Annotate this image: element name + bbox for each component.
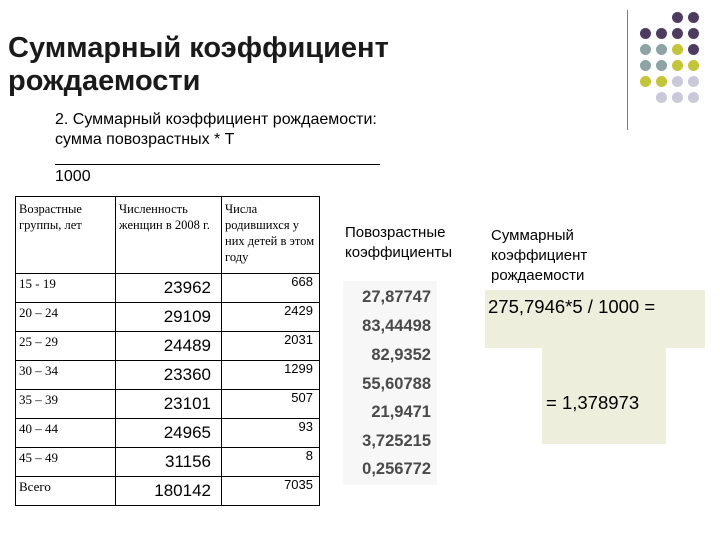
decor-dot — [672, 28, 683, 39]
fertility-table — [15, 196, 320, 506]
coefficient-value: 55,60788 — [362, 375, 431, 393]
decor-dot — [672, 92, 683, 103]
cell-births: 2429 — [222, 303, 320, 332]
coefficient-value: 3,725215 — [362, 432, 431, 450]
cell-age: 30 – 34 — [16, 361, 116, 390]
decor-dot — [672, 76, 683, 87]
formula-line-1: 2. Суммарный коэффициент рождаемости: — [55, 111, 377, 128]
cell-births: 8 — [222, 448, 320, 477]
coefficient-value: 21,9471 — [371, 403, 431, 421]
cell-women: 24489 — [116, 332, 222, 361]
cell-age: Всего — [16, 477, 116, 506]
cell-age: 25 – 29 — [16, 332, 116, 361]
header-births: Числа родившихся у них детей в этом году — [222, 197, 320, 274]
table-header-row — [16, 197, 320, 274]
decor-dot — [672, 60, 683, 71]
cell-births: 2031 — [222, 332, 320, 361]
cell-births: 93 — [222, 419, 320, 448]
decor-dot — [656, 28, 667, 39]
cell-births: 7035 — [222, 477, 320, 506]
coefficient-value: 27,87747 — [362, 288, 431, 306]
decor-dot — [688, 44, 699, 55]
decor-dot — [640, 28, 651, 39]
result-text: = 1,378973 — [546, 392, 640, 413]
table-row-total — [16, 477, 320, 506]
slide-title: Суммарный коэффициент рождаемости — [8, 32, 389, 97]
cell-births: 507 — [222, 390, 320, 419]
decor-dot — [672, 44, 683, 55]
cell-women: 23360 — [116, 361, 222, 390]
cell-women: 31156 — [116, 448, 222, 477]
decor-dot — [688, 12, 699, 23]
formula-denominator: 1000 — [55, 168, 91, 185]
cell-age: 15 - 19 — [16, 274, 116, 303]
cell-births: 668 — [222, 274, 320, 303]
cell-women: 29109 — [116, 303, 222, 332]
table-row — [16, 332, 320, 361]
decor-divider-line — [627, 10, 628, 130]
table-row — [16, 419, 320, 448]
fraction-bar — [55, 150, 380, 165]
table-row — [16, 361, 320, 390]
cell-age: 45 – 49 — [16, 448, 116, 477]
coefficient-value: 0,256772 — [362, 460, 431, 478]
decor-dot — [656, 76, 667, 87]
cell-women: 180142 — [116, 477, 222, 506]
decor-dot — [640, 60, 651, 71]
decor-dot — [688, 60, 699, 71]
table-row — [16, 274, 320, 303]
decor-dot — [656, 60, 667, 71]
formula-line-2: сумма повозрастных * Т — [55, 131, 235, 148]
cell-births: 1299 — [222, 361, 320, 390]
decor-dot — [688, 76, 699, 87]
decor-dot — [656, 44, 667, 55]
cell-women: 23962 — [116, 274, 222, 303]
table-row — [16, 448, 320, 477]
table-row — [16, 390, 320, 419]
cell-age: 35 – 39 — [16, 390, 116, 419]
decor-dot — [672, 12, 683, 23]
decor-dot — [688, 28, 699, 39]
calculation-text: 275,7946*5 / 1000 = — [488, 296, 656, 317]
formula-block — [55, 110, 380, 187]
header-women-count: Численность женщин в 2008 г. — [116, 197, 222, 274]
cell-age: 40 – 44 — [16, 419, 116, 448]
decor-dot — [640, 76, 651, 87]
cell-age: 20 – 24 — [16, 303, 116, 332]
coef-header: Повозрастные коэффициенты — [345, 224, 453, 261]
tfr-header: Суммарный коэффициент рождаемости — [491, 227, 588, 284]
decor-dot — [656, 92, 667, 103]
header-age-groups: Возрастные группы, лет — [16, 197, 116, 274]
cell-women: 23101 — [116, 390, 222, 419]
decor-dot — [688, 92, 699, 103]
coefficient-value: 83,44498 — [362, 317, 431, 335]
coefficients-box — [343, 281, 437, 485]
cell-women: 24965 — [116, 419, 222, 448]
coefficient-value: 82,9352 — [371, 346, 431, 364]
decor-dot — [640, 44, 651, 55]
table-row — [16, 303, 320, 332]
